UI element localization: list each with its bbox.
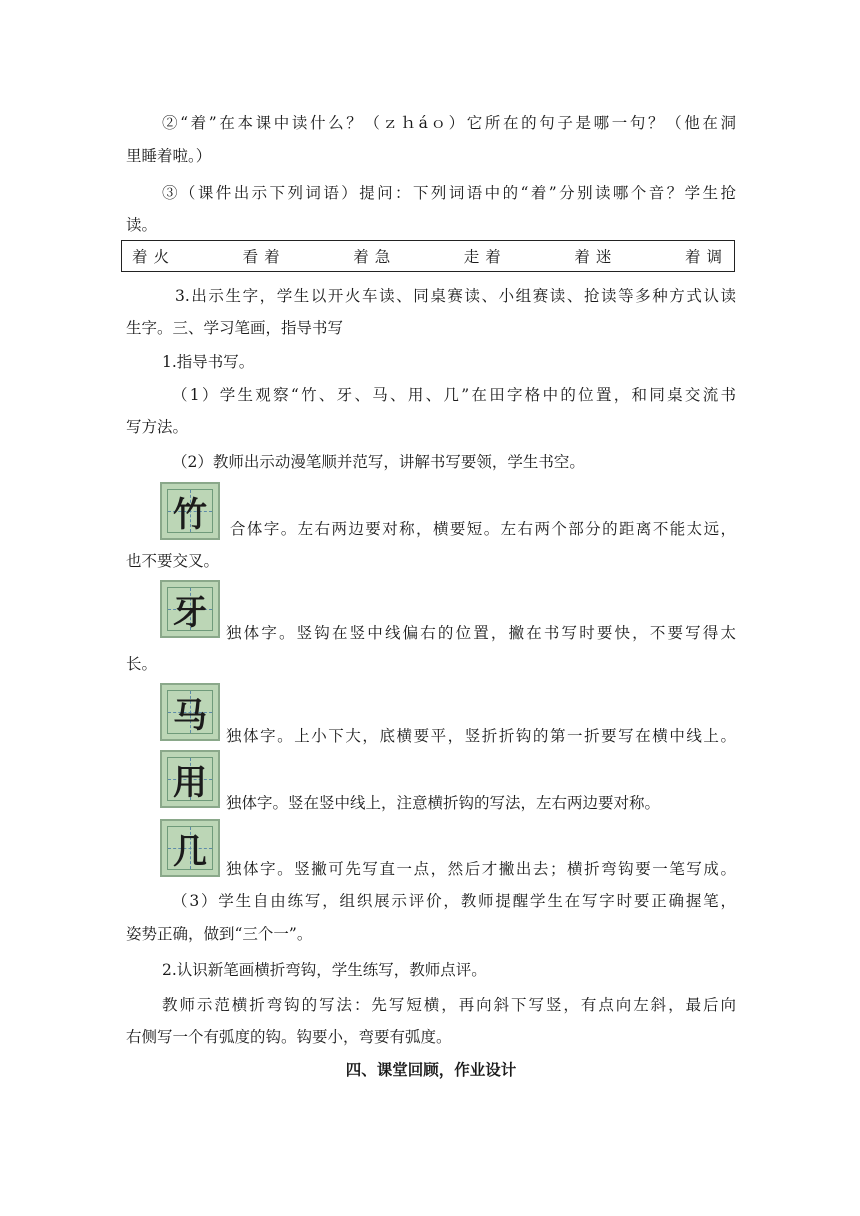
paragraph-line: （2）教师出示动漫笔顺并范写，讲解书写要领，学生书空。 <box>172 453 585 471</box>
tian-grid-box <box>160 482 220 540</box>
paragraph-line: 也不要交叉。 <box>126 552 220 570</box>
word-cell: 着迷 <box>574 248 618 266</box>
paragraph-line: 独体字。竖钩在竖中线偏右的位置，撇在书写时要快，不要写得太 <box>226 624 736 642</box>
paragraph-line: 里睡着啦。） <box>126 147 212 165</box>
paragraph-line: 1.指导书写。 <box>162 353 255 371</box>
tian-character: 竹 <box>173 494 207 535</box>
tian-grid-box <box>160 750 220 808</box>
paragraph-line: 3.出示生字，学生以开火车读、同桌赛读、小组赛读、抢读等多种方式认读 <box>175 287 736 305</box>
word-cell: 看着 <box>242 248 286 266</box>
tian-grid-box <box>160 683 220 741</box>
paragraph-line: 长。 <box>126 655 158 673</box>
word-cell: 着火 <box>132 248 176 266</box>
paragraph-line: 写方法。 <box>126 418 189 436</box>
word-cell: 走着 <box>463 248 507 266</box>
paragraph-line: 右侧写一个有弧度的钩。钩要小，弯要有弧度。 <box>126 1028 452 1046</box>
paragraph-line: 合体字。左右两边要对称，横要短。左右两个部分的距离不能太远， <box>230 520 736 538</box>
word-cell: 着调 <box>684 248 728 266</box>
paragraph-line: （3）学生自由练写，组织展示评价，教师提醒学生在写字时要正确握笔， <box>172 892 736 910</box>
tian-character: 几 <box>173 831 207 872</box>
tian-character: 马 <box>173 695 207 736</box>
tian-grid-box <box>160 819 220 877</box>
tian-character: 用 <box>173 762 207 803</box>
section-heading: 四、课堂回顾，作业设计 <box>345 1060 517 1079</box>
paragraph-line: ③（课件出示下列词语）提问：下列词语中的“着”分别读哪个音？学生抢 <box>162 184 736 202</box>
paragraph-line: 姿势正确，做到“三个一”。 <box>126 925 313 943</box>
word-cell: 着急 <box>353 248 397 266</box>
tian-character: 牙 <box>173 592 207 633</box>
paragraph-line: 独体字。上小下大，底横要平，竖折折钩的第一折要写在横中线上。 <box>226 727 736 745</box>
word-table <box>121 240 735 272</box>
paragraph-line: （1）学生观察“竹、牙、马、用、几”在田字格中的位置，和同桌交流书 <box>172 386 736 404</box>
paragraph-line: 教师示范横折弯钩的写法：先写短横，再向斜下写竖，有点向左斜，最后向 <box>162 996 736 1014</box>
paragraph-line: 生字。三、学习笔画，指导书写 <box>126 319 344 337</box>
paragraph-line: ②“着”在本课中读什么？（ｚｈáｏ）它所在的句子是哪一句？（他在洞 <box>162 114 736 132</box>
paragraph-line: 读。 <box>126 216 158 234</box>
paragraph-line: 独体字。竖撇可先写直一点，然后才撇出去；横折弯钩要一笔写成。 <box>226 860 736 878</box>
paragraph-line: 独体字。竖在竖中线上，注意横折钩的写法，左右两边要对称。 <box>226 794 661 812</box>
tian-grid-box <box>160 580 220 638</box>
paragraph-line: 2.认识新笔画横折弯钩，学生练写，教师点评。 <box>162 961 487 979</box>
